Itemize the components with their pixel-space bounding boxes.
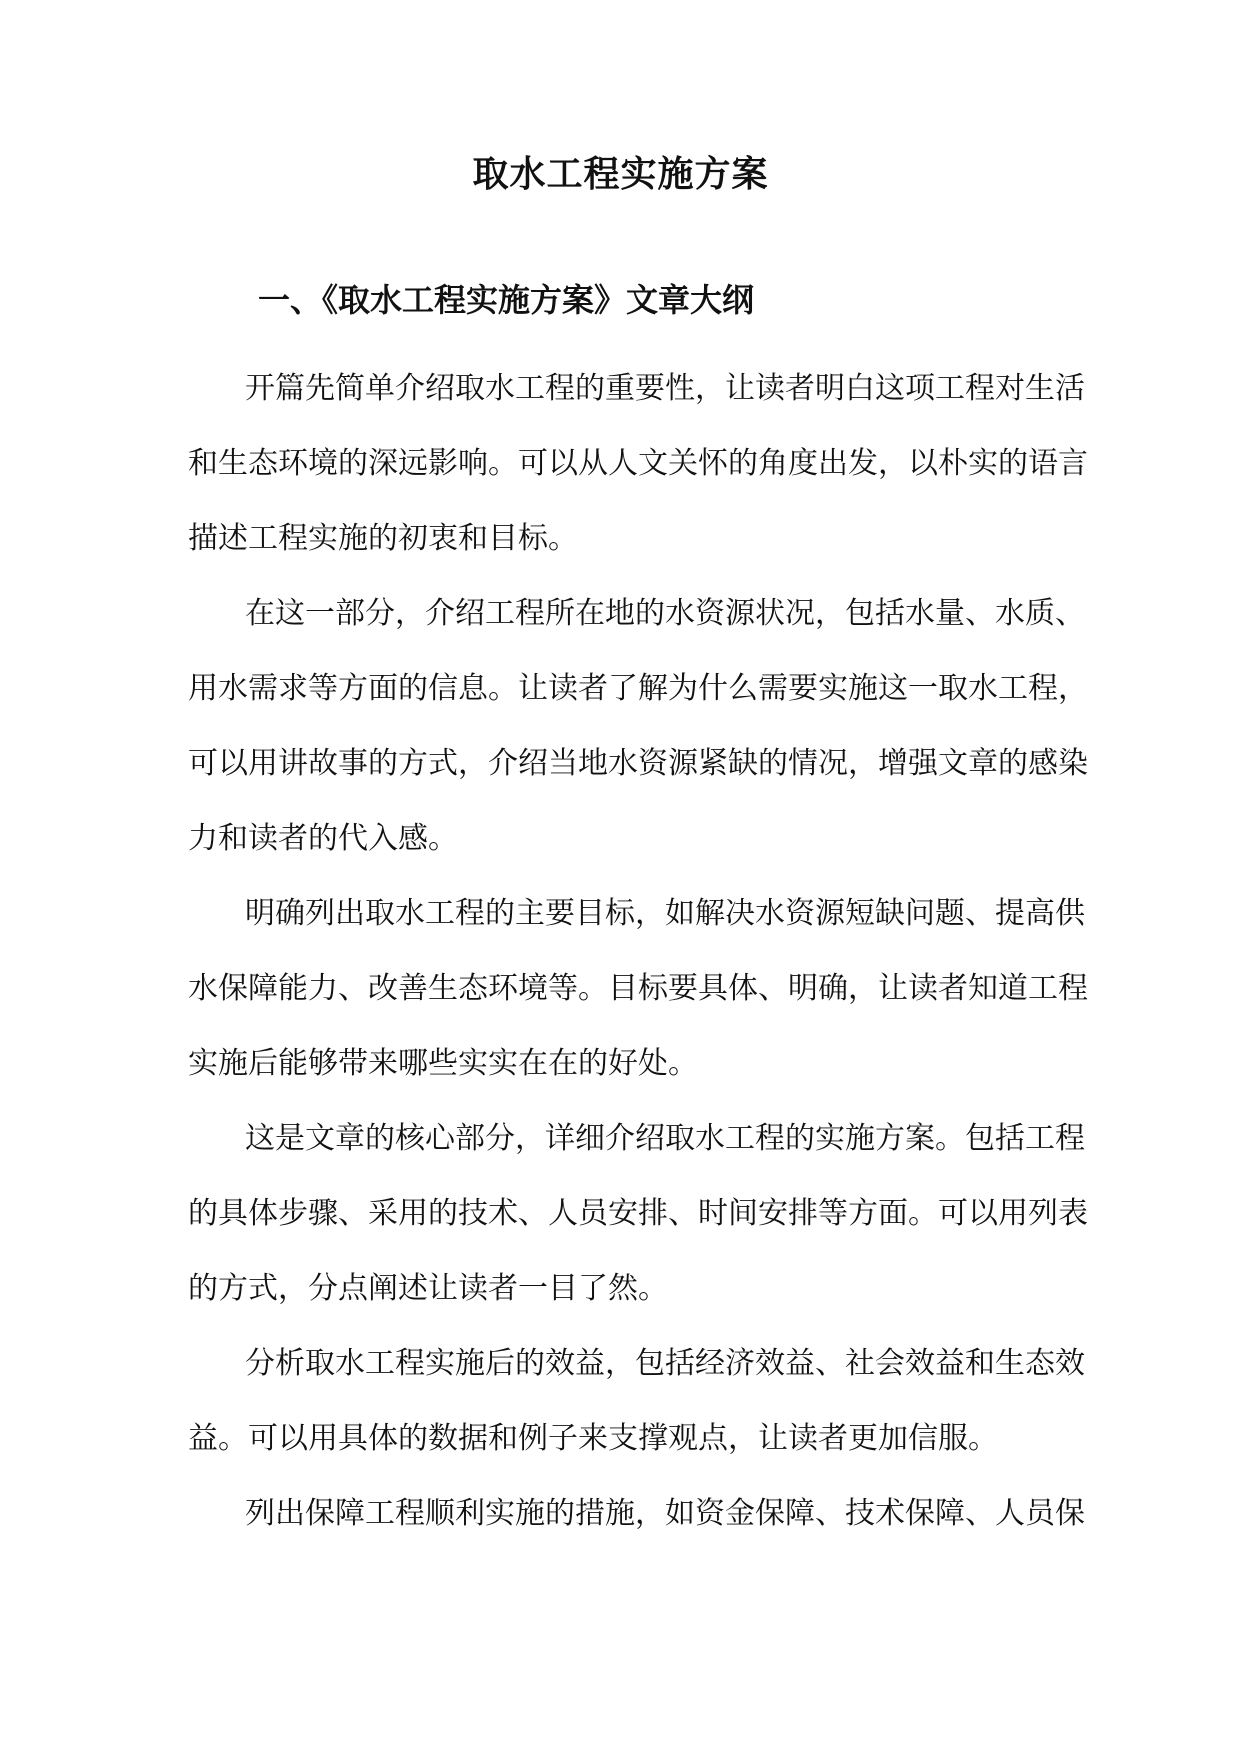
document-title: 取水工程实施方案: [472, 153, 769, 195]
section-heading: 一、《取水工程实施方案》文章大纲: [258, 281, 755, 319]
paragraph-line: 的方式，分点阐述让读者一目了然。: [188, 1271, 668, 1306]
paragraph-line: 这是文章的核心部分，详细介绍取水工程的实施方案。包括工程: [245, 1121, 1085, 1156]
paragraph-line: 益。可以用具体的数据和例子来支撑观点，让读者更加信服。: [188, 1421, 998, 1456]
paragraph-line: 实施后能够带来哪些实实在在的好处。: [188, 1046, 698, 1081]
paragraph-line: 分析取水工程实施后的效益，包括经济效益、社会效益和生态效: [245, 1346, 1085, 1381]
paragraph-line: 和生态环境的深远影响。可以从人文关怀的角度出发，以朴实的语言: [188, 446, 1088, 481]
paragraph-line: 的具体步骤、采用的技术、人员安排、时间安排等方面。可以用列表: [188, 1196, 1088, 1231]
paragraph-line: 开篇先简单介绍取水工程的重要性，让读者明白这项工程对生活: [245, 371, 1085, 406]
paragraph-line: 在这一部分，介绍工程所在地的水资源状况，包括水量、水质、: [245, 596, 1085, 631]
paragraph-line: 列出保障工程顺利实施的措施，如资金保障、技术保障、人员保: [245, 1496, 1085, 1531]
paragraph-line: 力和读者的代入感。: [188, 821, 458, 856]
paragraph-line: 可以用讲故事的方式，介绍当地水资源紧缺的情况，增强文章的感染: [188, 746, 1088, 781]
paragraph-line: 明确列出取水工程的主要目标，如解决水资源短缺问题、提高供: [245, 896, 1085, 931]
paragraph-line: 用水需求等方面的信息。让读者了解为什么需要实施这一取水工程，: [188, 671, 1088, 706]
paragraph-line: 描述工程实施的初衷和目标。: [188, 521, 578, 556]
paragraph-line: 水保障能力、改善生态环境等。目标要具体、明确，让读者知道工程: [188, 971, 1088, 1006]
